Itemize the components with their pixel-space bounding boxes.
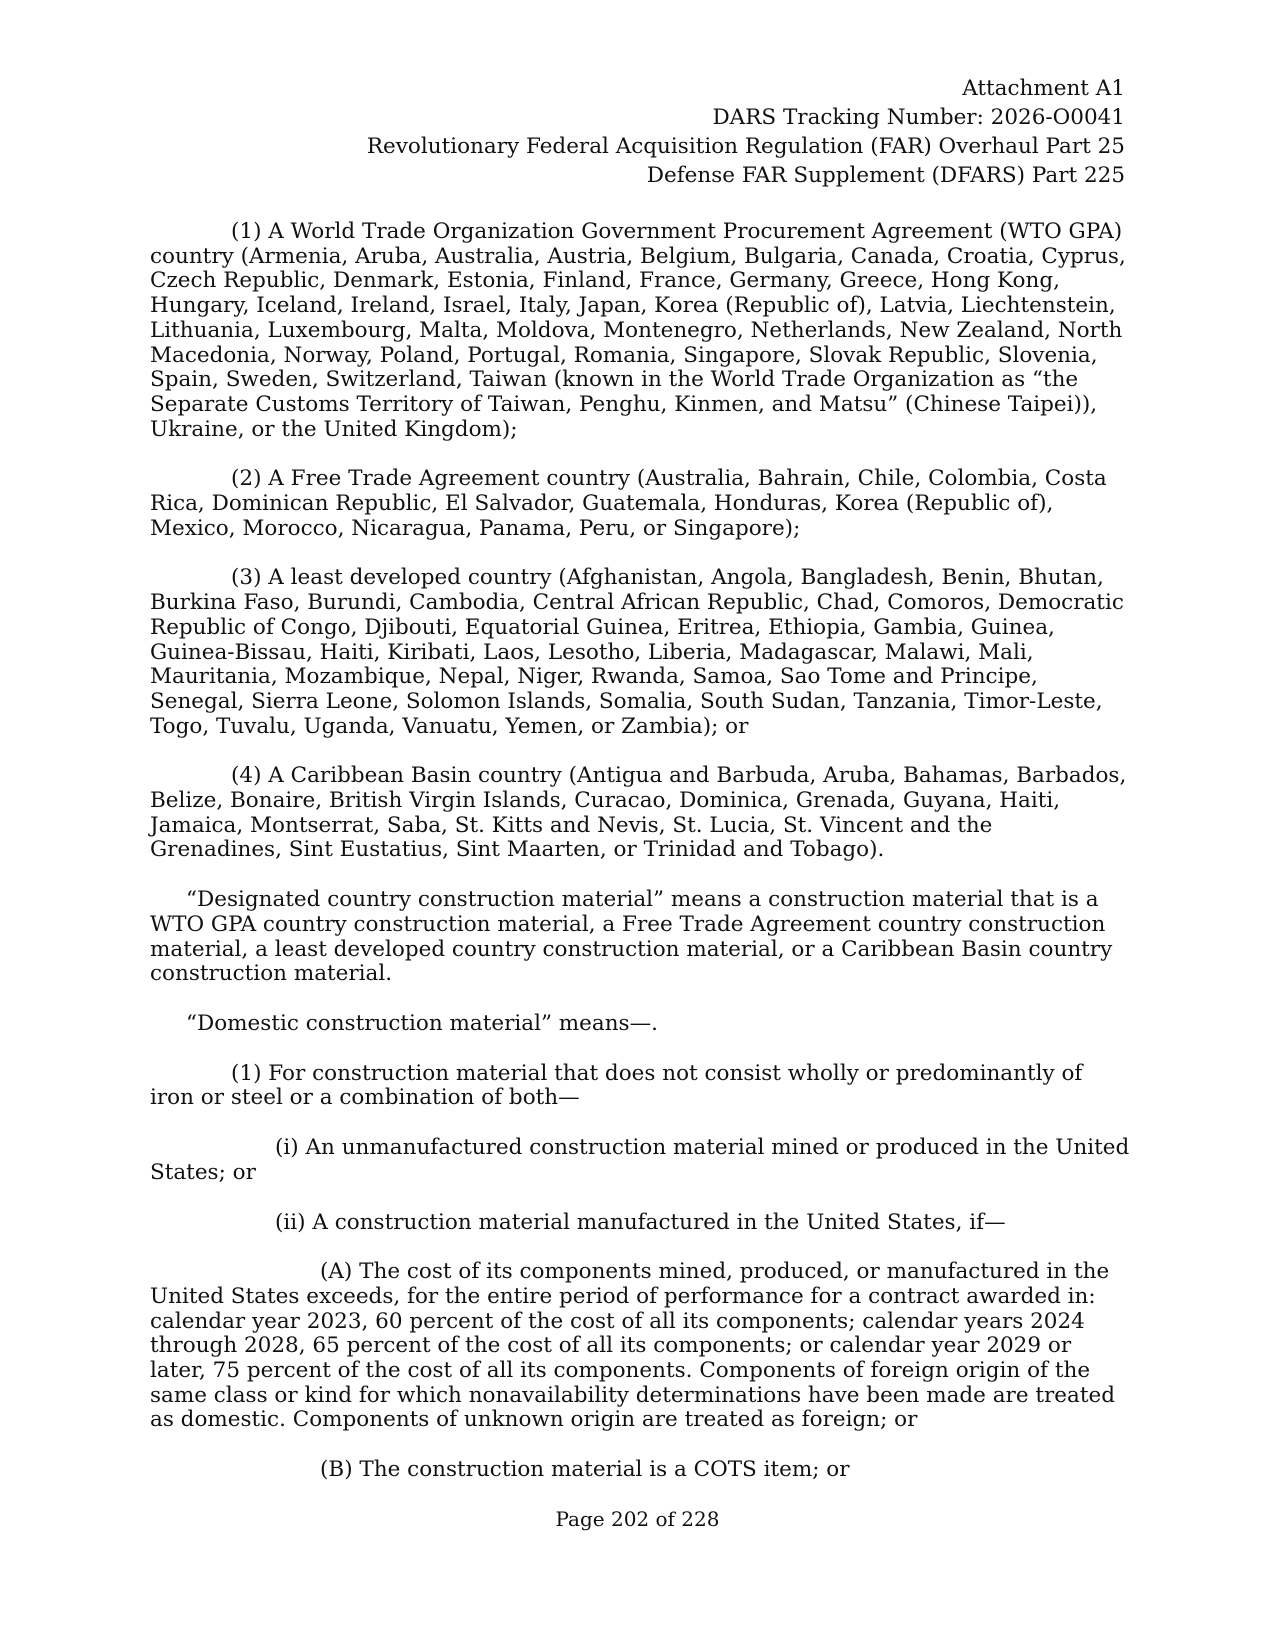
- paragraph-cots-item: (B) The construction material is a COTS item; or: [320, 1457, 850, 1483]
- header-dfars-part: Defense FAR Supplement (DFARS) Part 225: [646, 163, 1125, 188]
- paragraph-manufactured-material: (ii) A construction material manufactured in the United States, if—: [275, 1209, 1006, 1235]
- paragraph-unmanufactured-material: (i) An unmanufactured construction material mined or produced in the United States; or: [150, 1135, 1130, 1185]
- header-far-part: Revolutionary Federal Acquisition Regulation (FAR) Overhaul Part 25: [366, 134, 1125, 159]
- page-number-footer: Page 202 of 228: [555, 1507, 720, 1531]
- paragraph-designated-country-definition: “Designated country construction material” means a construction material that is a WTO GPA country construction material, a Free Trade Agreement country construction material, a least developed country construction material, or a Caribbean Basin country construction material.: [150, 887, 1113, 987]
- paragraph-non-iron-steel-material: (1) For construction material that does not consist wholly or predominantly of iron or steel or a combination of both—: [150, 1060, 1083, 1111]
- paragraph-wto-gpa-country: (1) A World Trade Organization Government Procurement Agreement (WTO GPA) country (Armenia, Aruba, Australia, Austria, Belgium, Bulgaria, Canada, Croatia, Cyprus, Czech Republic, Denmark, Estonia, Finland, France, Germany, Greece, Hong Kong, Hungary, Iceland, Ireland, Israel, Italy, Japan, Korea (Republic of), Latvia, Liechtenstein, Lithuania, Luxembourg, Malta, Moldova, Montenegro, Netherlands, New Zealand, North Macedonia, Norway, Poland, Portugal, Romania, Singapore, Slovak Republic, Slovenia, Spain, Sweden, Switzerland, Taiwan (known in the World Trade Organization as “the Separate Customs Territory of Taiwan, Penghu, Kinmen, and Matsu” (Chinese Taipei)), Ukraine, or the United Kingdom);: [150, 219, 1126, 442]
- paragraph-domestic-construction-definition: “Domestic construction material” means—.: [186, 1010, 658, 1036]
- paragraph-caribbean-basin-country: (4) A Caribbean Basin country (Antigua and Barbuda, Aruba, Bahamas, Barbados, Belize, Bonaire, British Virgin Islands, Curacao, Dominica, Grenada, Guyana, Haiti, Jamaica, Montserrat, Saba, St. Kitts and Nevis, St. Lucia, St. Vincent and the Grenadines, Sint Eustatius, Sint Maarten, or Trinidad and Tobago).: [150, 763, 1127, 863]
- paragraph-free-trade-agreement-country: (2) A Free Trade Agreement country (Australia, Bahrain, Chile, Colombia, Costa Rica, Dominican Republic, El Salvador, Guatemala, Honduras, Korea (Republic of), Mexico, Morocco, Nicaragua, Panama, Peru, or Singapore);: [150, 466, 1107, 541]
- paragraph-least-developed-country: (3) A least developed country (Afghanistan, Angola, Bangladesh, Benin, Bhutan, Burkina Faso, Burundi, Cambodia, Central African Republic, Chad, Comoros, Democratic Republic of Congo, Djibouti, Equatorial Guinea, Eritrea, Ethiopia, Gambia, Guinea, Guinea-Bissau, Haiti, Kiribati, Laos, Lesotho, Liberia, Madagascar, Malawi, Mali, Mauritania, Mozambique, Nepal, Niger, Rwanda, Samoa, Sao Tome and Principe, Senegal, Sierra Leone, Solomon Islands, Somalia, South Sudan, Tanzania, Timor-Leste, Togo, Tuvalu, Uganda, Vanuatu, Yemen, or Zambia); or: [150, 565, 1124, 739]
- paragraph-component-cost-threshold: (A) The cost of its components mined, produced, or manufactured in the United States exceeds, for the entire period of performance for a contract awarded in: calendar year 2023, 60 percent of the cost of all its components; calendar years 2024 through 2028, 65 percent of the cost of all its components; or calendar year 2029 or later, 75 percent of the cost of all its components. Components of foreign origin of the same class or kind for which nonavailability determinations have been made are treated as domestic. Components of unknown origin are treated as foreign; or: [150, 1259, 1115, 1433]
- header-attachment: Attachment A1: [962, 76, 1125, 101]
- page-header: [125, 74, 1125, 190]
- header-tracking-number: DARS Tracking Number: 2026-O0041: [712, 105, 1125, 130]
- document-body: [150, 220, 1130, 1508]
